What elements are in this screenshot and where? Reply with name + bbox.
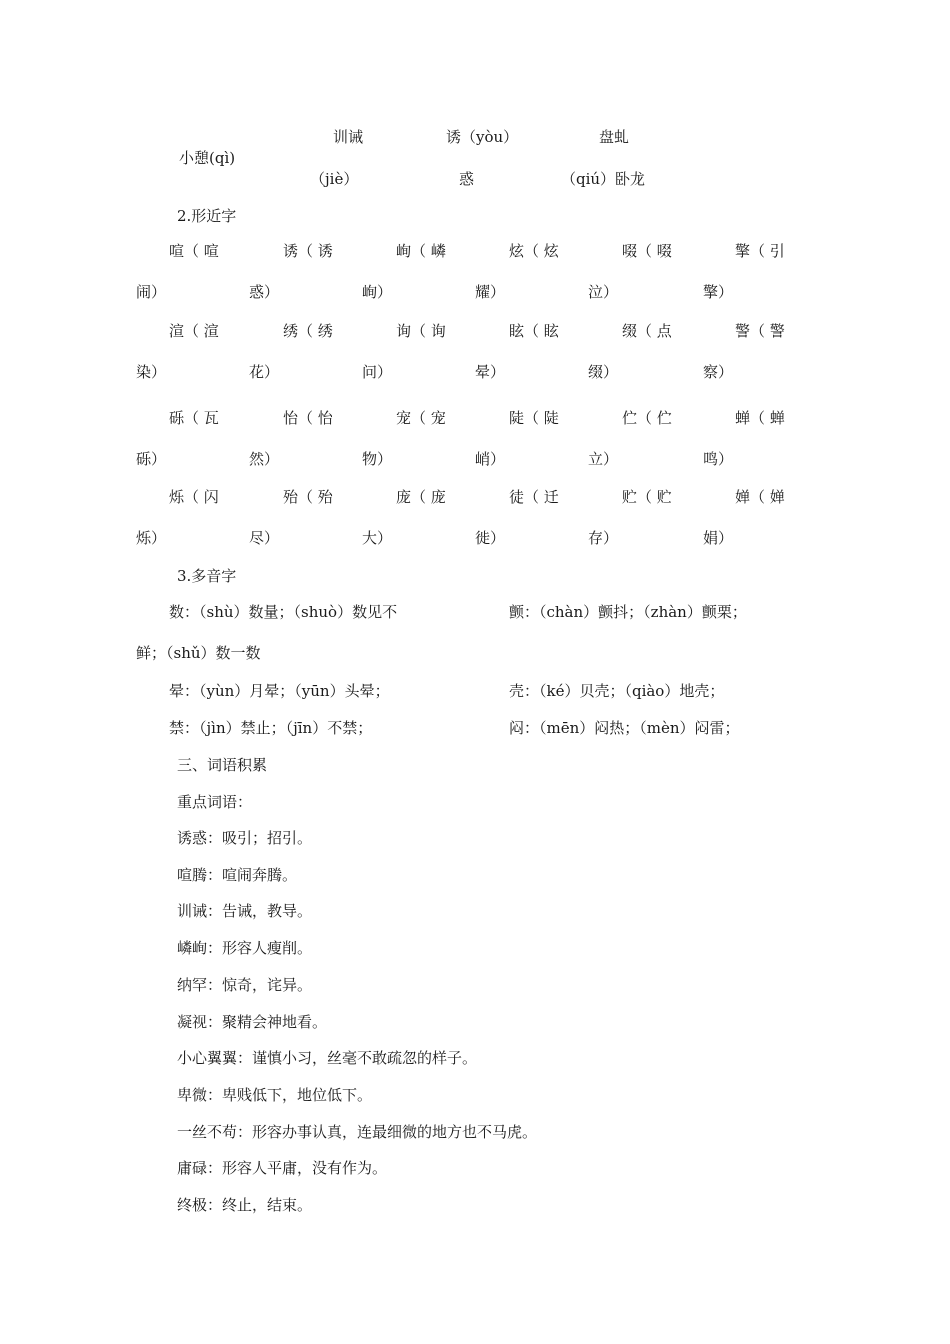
vocab-definition-item: 终极：终止，结束。 xyxy=(177,1196,313,1214)
similar-char-entry: 徒（ 迁 xyxy=(509,488,559,506)
similar-char-entry: 绣（ 绣 xyxy=(283,322,333,340)
similar-char-entry: 警（ 警 xyxy=(735,322,785,340)
vocab-youhuo-2: 惑 xyxy=(459,170,475,188)
similar-char-entry: 眩（ 眩 xyxy=(509,322,559,340)
similar-char-entry: 贮（ 贮 xyxy=(622,488,672,506)
similar-char-entry-cont: 泣） xyxy=(588,283,619,301)
similar-char-entry: 喧（ 喧 xyxy=(169,242,219,260)
similar-char-entry: 炫（ 炫 xyxy=(509,242,559,260)
similar-char-entry: 庞（ 庞 xyxy=(396,488,446,506)
vocab-definition-item: 喧腾：喧闹奔腾。 xyxy=(177,865,298,884)
similar-char-entry: 啜（ 啜 xyxy=(622,242,672,260)
similar-char-entry-cont: 娟） xyxy=(703,529,734,547)
similar-char-entry: 询（ 询 xyxy=(396,322,446,340)
similar-char-entry-cont: 耀） xyxy=(475,283,506,301)
similar-char-entry-cont: 擎） xyxy=(703,283,734,301)
similar-char-entry-cont: 峭） xyxy=(475,450,506,468)
similar-char-entry: 伫（ 伫 xyxy=(622,409,672,427)
similar-char-entry-cont: 晕） xyxy=(475,363,506,381)
polyphone-men: 闷：（mēn）闷热；（mèn）闷雷； xyxy=(509,719,740,737)
vocab-youhuo: 诱（yòu） xyxy=(446,128,519,146)
vocab-subheading: 重点词语： xyxy=(177,793,253,811)
section-heading-ciyu: 三、词语积累 xyxy=(177,756,268,774)
polyphone-jin: 禁：（jìn）禁止；（jīn）不禁； xyxy=(169,719,373,737)
section-heading-duoyinzi: 3.多音字 xyxy=(177,567,237,585)
similar-char-entry: 陡（ 陡 xyxy=(509,409,559,427)
similar-char-entry: 缀（ 点 xyxy=(622,322,672,340)
polyphone-chan: 颤：（chàn）颤抖；（zhàn）颤栗； xyxy=(509,603,747,621)
similar-char-entry: 怡（ 怡 xyxy=(283,409,333,427)
similar-char-entry: 殆（ 殆 xyxy=(283,488,333,506)
vocab-xiaoqi: 小憩(qì) xyxy=(179,149,236,167)
similar-char-entry-cont: 鸣） xyxy=(703,450,734,468)
vocab-definition-item: 卑微：卑贱低下，地位低下。 xyxy=(177,1085,373,1104)
similar-char-entry-cont: 花） xyxy=(249,363,280,381)
vocab-definition-item: 纳罕：惊奇，诧异。 xyxy=(177,975,313,994)
polyphone-yun: 晕：（yùn）月晕；（yūn）头晕； xyxy=(169,682,390,700)
similar-char-entry-cont: 然） xyxy=(249,450,280,468)
similar-char-entry: 宠（ 宠 xyxy=(396,409,446,427)
similar-char-entry-cont: 染） xyxy=(136,363,167,381)
similar-char-entry: 擎（ 引 xyxy=(735,242,785,260)
vocab-definition-item: 嶙峋：形容人瘦削。 xyxy=(177,939,313,958)
similar-char-entry: 砾（ 瓦 xyxy=(169,409,219,427)
similar-char-entry: 婵（ 婵 xyxy=(735,488,785,506)
similar-char-entry: 渲（ 渲 xyxy=(169,322,219,340)
similar-char-entry: 峋（ 嶙 xyxy=(396,242,446,260)
vocab-panqiu-2: （qiú）卧龙 xyxy=(561,170,646,188)
similar-char-entry-cont: 尽） xyxy=(249,529,280,547)
similar-char-entry-cont: 砾） xyxy=(136,450,167,468)
vocab-definition-item: 训诫：告诫，教导。 xyxy=(177,902,313,921)
similar-char-entry-cont: 大） xyxy=(362,529,393,547)
similar-char-entry: 烁（ 闪 xyxy=(169,488,219,506)
similar-char-entry-cont: 惑） xyxy=(249,283,280,301)
similar-char-entry-cont: 问） xyxy=(362,363,393,381)
similar-char-entry-cont: 存） xyxy=(588,529,619,547)
similar-char-entry-cont: 物） xyxy=(362,450,393,468)
polyphone-ke: 壳：（ké）贝壳；（qiào）地壳； xyxy=(509,682,725,700)
similar-char-entry-cont: 峋） xyxy=(362,283,393,301)
similar-char-entry-cont: 闹） xyxy=(136,283,167,301)
similar-char-entry-cont: 立） xyxy=(588,450,619,468)
similar-char-entry-cont: 烁） xyxy=(136,529,167,547)
vocab-definition-item: 庸碌：形容人平庸，没有作为。 xyxy=(177,1159,388,1178)
similar-char-entry: 诱（ 诱 xyxy=(283,242,333,260)
vocab-definition-item: 小心翼翼：谨慎小习，丝毫不敢疏忽的样子。 xyxy=(177,1049,478,1068)
vocab-xunjie: 训诫 xyxy=(333,128,364,146)
vocab-definition-item: 一丝不苟：形容办事认真，连最细微的地方也不马虎。 xyxy=(177,1122,538,1141)
vocab-definition-item: 凝视：聚精会神地看。 xyxy=(177,1012,328,1031)
polyphone-shu-2: 鲜；（shǔ）数一数 xyxy=(136,644,261,662)
similar-char-entry-cont: 徙） xyxy=(475,529,506,547)
similar-char-entry-cont: 缀） xyxy=(588,363,619,381)
similar-char-entry: 蝉（ 蝉 xyxy=(735,409,785,427)
vocab-xunjie-pinyin: （jiè） xyxy=(310,170,359,188)
vocab-definition-item: 诱惑：吸引；招引。 xyxy=(177,829,313,847)
section-heading-xingjinzi: 2.形近字 xyxy=(177,207,237,225)
vocab-panqiu: 盘虬 xyxy=(599,128,630,146)
polyphone-shu-1: 数：（shù）数量；（shuò）数见不 xyxy=(169,603,398,621)
similar-char-entry-cont: 察） xyxy=(703,363,734,381)
